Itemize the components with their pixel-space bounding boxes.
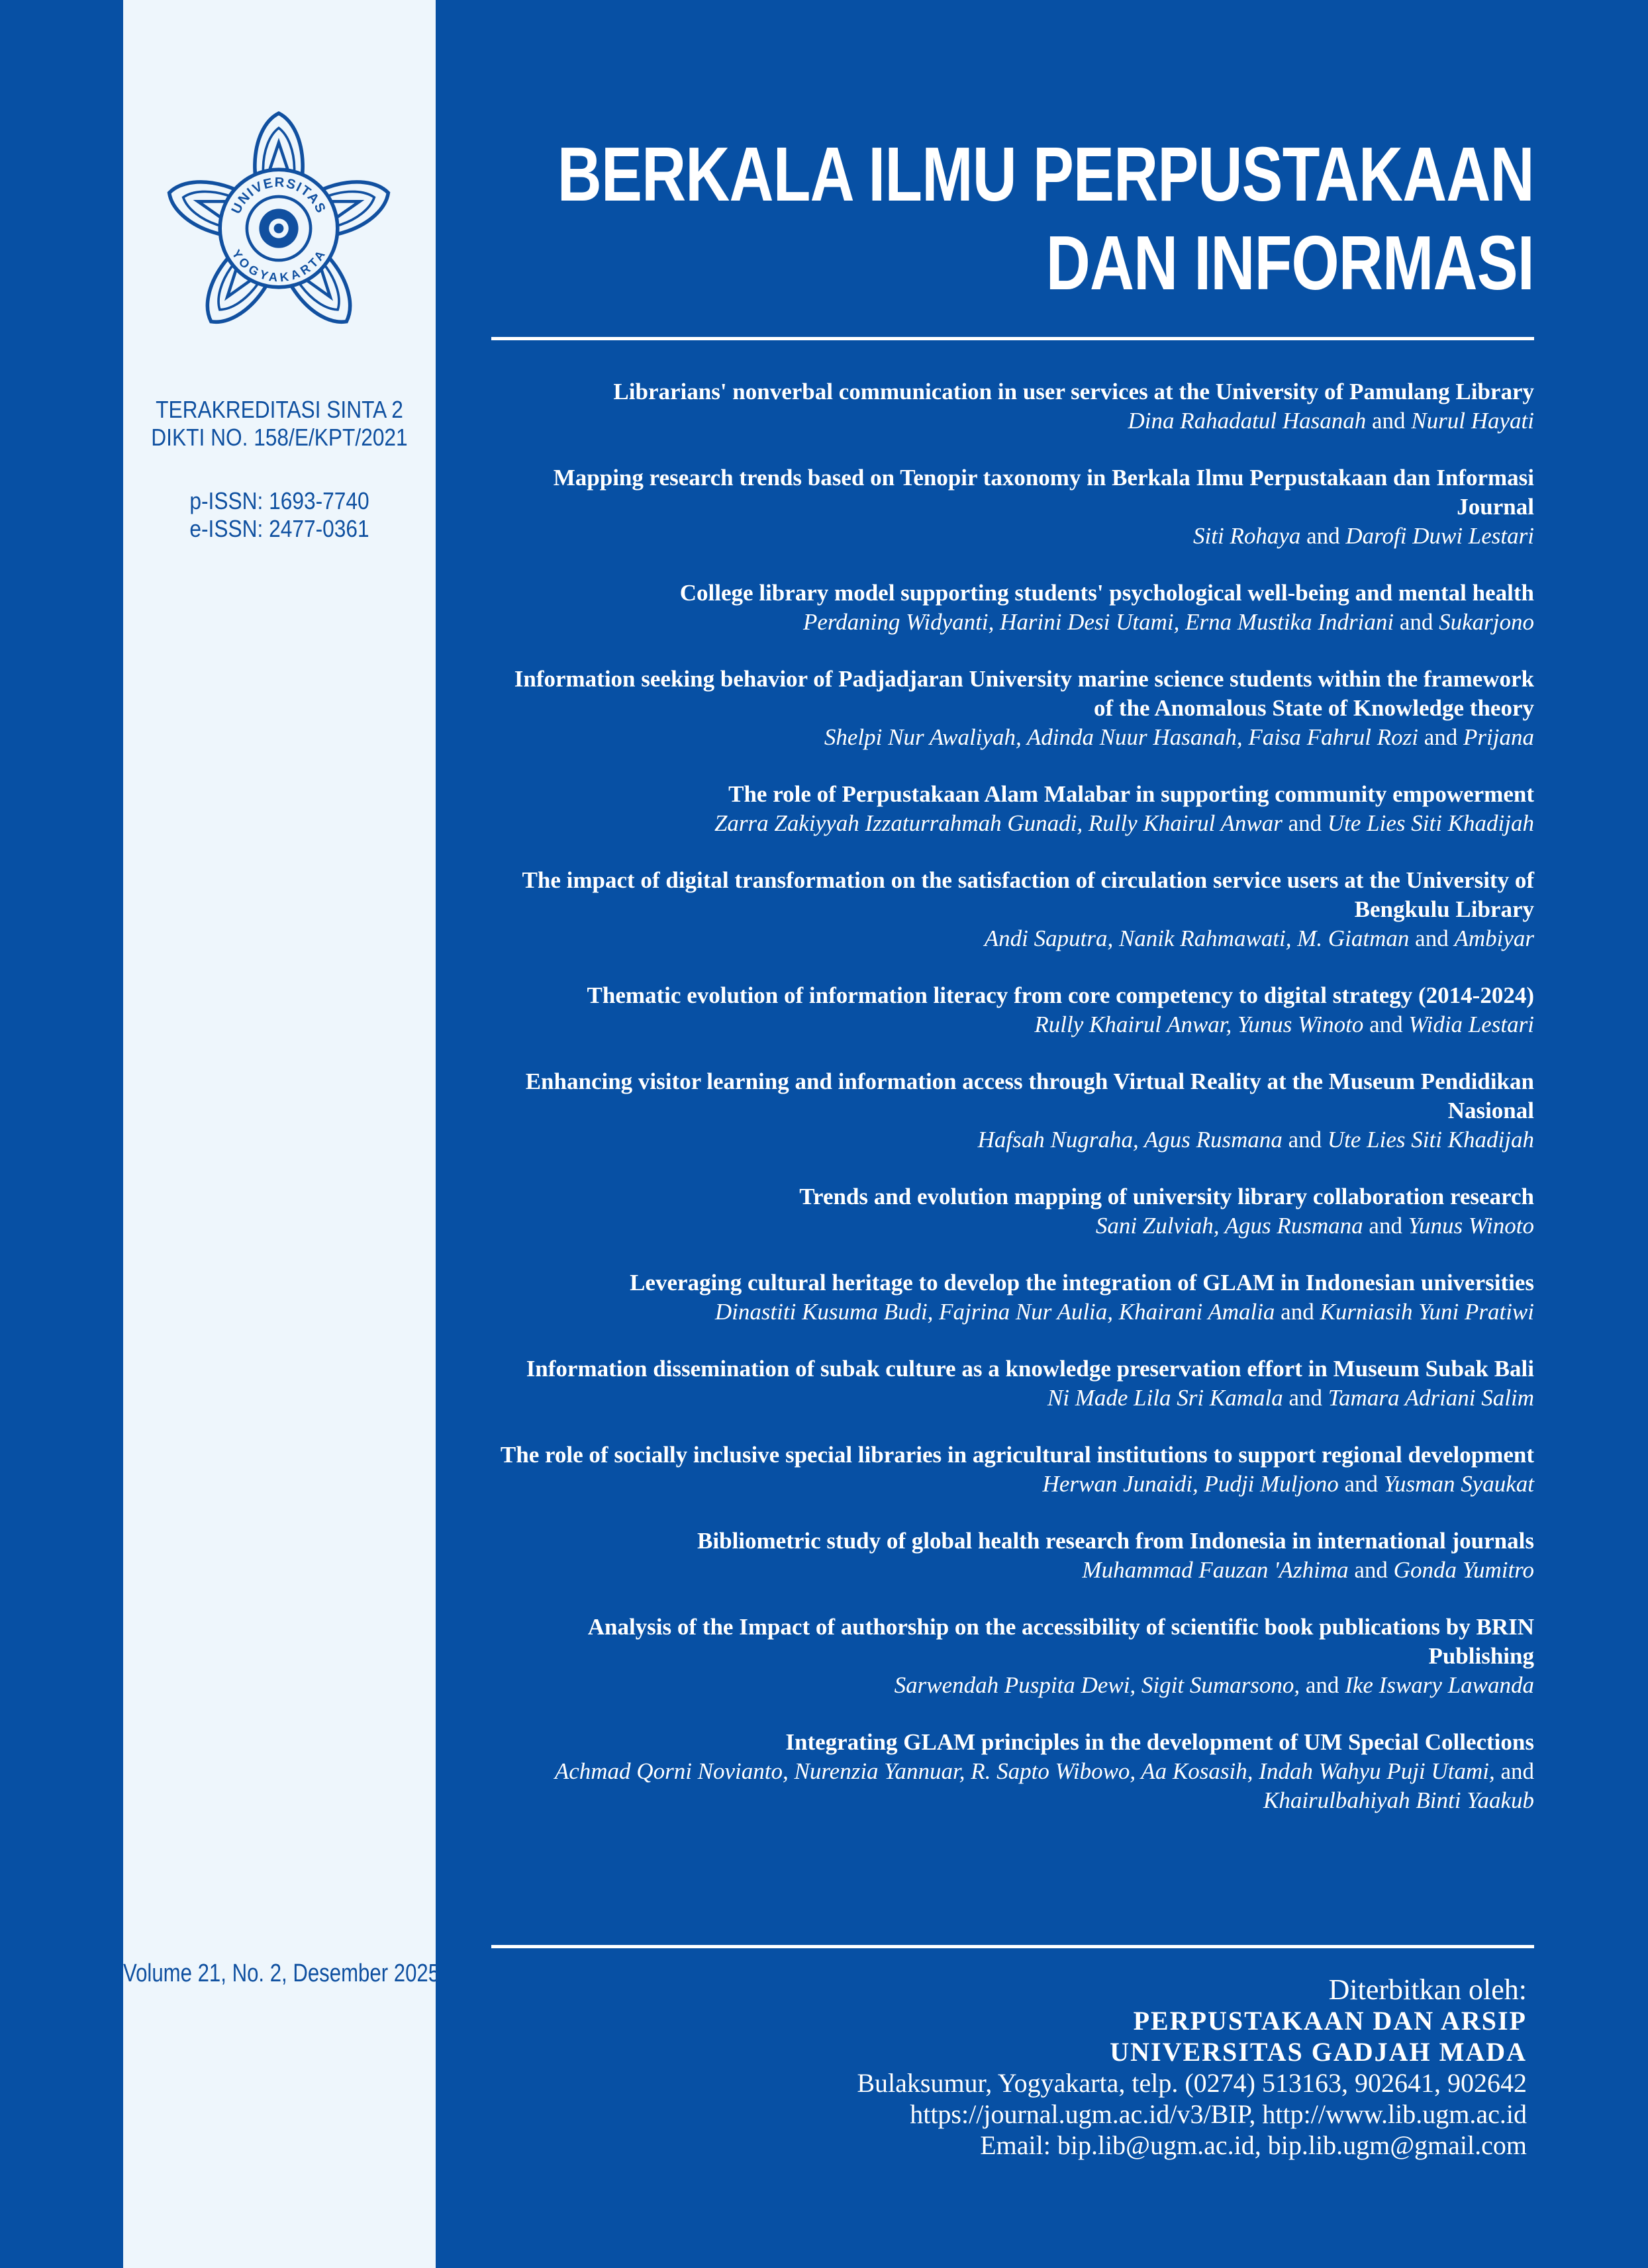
article-title: Information dissemination of subak culture as a knowledge preservation effort in Museum Subak Bali (526, 1356, 1534, 1382)
article-authors (490, 608, 1534, 637)
author-name: Gonda Yumitro (1393, 1557, 1534, 1583)
author-separator: and (1363, 1213, 1408, 1239)
author-name: Prijana (1463, 724, 1534, 750)
author-separator: and (1394, 609, 1439, 635)
article-authors (490, 1010, 1534, 1039)
article-authors (490, 723, 1534, 752)
article-entry (490, 665, 1534, 752)
author-name: Perdaning Widyanti, Harini Desi Utami, Erna Mustika Indriani (802, 609, 1394, 635)
issn-block (142, 487, 416, 543)
article-title: The impact of digital transformation on the satisfaction of circulation service users at the University of Bengkulu Library (522, 867, 1534, 922)
journal-title-line1: BERKALA ILMU PERPUSTAKAAN (557, 131, 1534, 217)
article-title: Trends and evolution mapping of university library collaboration research (799, 1184, 1534, 1209)
article-title: College library model supporting students' psychological well-being and mental health (679, 580, 1534, 606)
accreditation-decree: DIKTI NO. 158/E/KPT/2021 (151, 424, 408, 451)
article-authors (490, 406, 1534, 436)
author-name: Herwan Junaidi, Pudji Muljono (1042, 1471, 1339, 1497)
article-title: Enhancing visitor learning and information access through Virtual Reality at the Museum Pendidikan Nasional (525, 1068, 1534, 1123)
author-name: Siti Rohaya (1193, 523, 1301, 549)
author-separator: and (1418, 724, 1464, 750)
article-entry (490, 579, 1534, 637)
article-entry (490, 377, 1534, 436)
article-entry (490, 981, 1534, 1039)
article-entry (490, 1728, 1534, 1815)
author-separator: and (1300, 523, 1346, 549)
author-name: Zarra Zakiyyah Izzaturrahmah Gunadi, Rully Khairul Anwar (714, 810, 1283, 836)
article-authors (490, 1671, 1534, 1700)
author-separator: and (1494, 1758, 1534, 1784)
article-authors (490, 1384, 1534, 1413)
article-title: The role of Perpustakaan Alam Malabar in supporting community empowerment (728, 781, 1534, 807)
university-logo (156, 106, 401, 351)
article-title: Librarians' nonverbal communication in user services at the University of Pamulang Library (613, 379, 1534, 404)
author-name: Achmad Qorni Novianto, Nurenzia Yannuar, R. Sapto Wibowo, Aa Kosasih, Indah Wahyu Puji Utami, (554, 1758, 1495, 1784)
title-divider (491, 337, 1534, 340)
svg-text:YOGYAKARTA: YOGYAKARTA (229, 247, 328, 285)
article-authors (490, 1298, 1534, 1327)
author-separator: and (1366, 408, 1412, 434)
journal-title-line2: DAN INFORMASI (1045, 220, 1534, 306)
accreditation-block (142, 396, 416, 451)
author-name: Kurniasih Yuni Pratiwi (1320, 1299, 1534, 1325)
author-name: Widia Lestari (1408, 1012, 1534, 1037)
svg-text:UNIVERSITAS: UNIVERSITAS (228, 175, 329, 216)
author-separator: and (1282, 1127, 1328, 1153)
article-title: Information seeking behavior of Padjadjaran University marine science students within the framework of the Anomalous State of Knowledge theory (514, 666, 1534, 721)
table-of-contents (490, 377, 1534, 1843)
article-authors (490, 1556, 1534, 1585)
author-name: Rully Khairul Anwar, Yunus Winoto (1034, 1012, 1364, 1037)
article-entry (490, 1613, 1534, 1700)
publisher-address: Bulaksumur, Yogyakarta, telp. (0274) 513163, 902641, 902642 (857, 2068, 1527, 2098)
author-name: Ute Lies Siti Khadijah (1327, 810, 1534, 836)
author-name: Hafsah Nugraha, Agus Rusmana (977, 1127, 1283, 1153)
article-title: Thematic evolution of information literacy from core competency to digital strategy (2014-2024) (587, 982, 1534, 1008)
author-name: Nurul Hayati (1411, 408, 1534, 434)
author-name: Sani Zulviah, Agus Rusmana (1095, 1213, 1363, 1239)
article-entry (490, 463, 1534, 551)
article-authors (490, 1125, 1534, 1155)
article-entry (490, 1527, 1534, 1585)
author-name: Darofi Duwi Lestari (1345, 523, 1534, 549)
author-separator: and (1409, 925, 1455, 951)
article-entry (490, 1354, 1534, 1413)
author-name: Sarwendah Puspita Dewi, Sigit Sumarsono, (894, 1672, 1300, 1698)
journal-title (557, 130, 1534, 307)
author-name: Shelpi Nur Awaliyah, Adinda Nuur Hasanah, Faisa Fahrul Rozi (824, 724, 1418, 750)
article-authors (490, 1470, 1534, 1499)
article-authors (490, 522, 1534, 551)
publisher-university: UNIVERSITAS GADJAH MADA (1110, 2037, 1527, 2067)
article-entry (490, 1441, 1534, 1499)
author-name: Ute Lies Siti Khadijah (1327, 1127, 1534, 1153)
author-name: Yunus Winoto (1408, 1213, 1534, 1239)
author-name: Yusman Syaukat (1383, 1471, 1534, 1497)
p-issn: p-ISSN: 1693-7740 (189, 487, 369, 514)
author-name: Dina Rahadatul Hasanah (1128, 408, 1367, 434)
author-separator: and (1300, 1672, 1345, 1698)
footer-divider (491, 1945, 1534, 1948)
volume-info: Volume 21, No. 2, Desember 2025 (123, 1960, 440, 1987)
publisher-block (857, 1974, 1527, 2161)
article-authors (490, 1757, 1534, 1815)
accreditation-line: TERAKREDITASI SINTA 2 (156, 396, 403, 423)
author-separator: and (1275, 1299, 1320, 1325)
author-separator: and (1348, 1557, 1394, 1583)
article-entry (490, 866, 1534, 953)
article-title: The role of socially inclusive special libraries in agricultural institutions to support regional development (500, 1442, 1534, 1468)
author-name: Ni Made Lila Sri Kamala (1047, 1385, 1283, 1411)
author-name: Khairulbahiyah Binti Yaakub (1263, 1787, 1534, 1813)
publisher-name: PERPUSTAKAAN DAN ARSIP (1133, 2006, 1527, 2036)
article-authors (490, 1211, 1534, 1241)
article-entry (490, 780, 1534, 838)
author-separator: and (1282, 810, 1328, 836)
author-name: Ike Iswary Lawanda (1345, 1672, 1534, 1698)
article-title: Integrating GLAM principles in the development of UM Special Collections (785, 1729, 1534, 1755)
author-name: Tamara Adriani Salim (1328, 1385, 1534, 1411)
author-name: Andi Saputra, Nanik Rahmawati, M. Giatman (984, 925, 1410, 951)
author-separator: and (1283, 1385, 1328, 1411)
article-authors (490, 809, 1534, 838)
author-separator: and (1338, 1471, 1384, 1497)
author-name: Dinastiti Kusuma Budi, Fajrina Nur Aulia, Khairani Amalia (714, 1299, 1275, 1325)
article-title: Leveraging cultural heritage to develop the integration of GLAM in Indonesian universities (630, 1270, 1534, 1296)
author-separator: and (1363, 1012, 1409, 1037)
author-name: Muhammad Fauzan 'Azhima (1082, 1557, 1349, 1583)
article-entry (490, 1182, 1534, 1241)
publisher-email: Email: bip.lib@ugm.ac.id, bip.lib.ugm@gmail.com (980, 2130, 1527, 2160)
article-entry (490, 1268, 1534, 1327)
article-title: Analysis of the Impact of authorship on the accessibility of scientific book publications by BRIN Publishing (587, 1614, 1534, 1669)
article-entry (490, 1067, 1534, 1155)
author-name: Ambiyar (1454, 925, 1534, 951)
author-name: Sukarjono (1439, 609, 1534, 635)
article-title: Bibliometric study of global health research from Indonesia in international journals (697, 1528, 1534, 1554)
published-by-label: Diterbitkan oleh: (1328, 1973, 1527, 2006)
article-title: Mapping research trends based on Tenopir taxonomy in Berkala Ilmu Perpustakaan dan Informasi Journal (553, 465, 1534, 520)
publisher-websites: https://journal.ugm.ac.id/v3/BIP, http://www.lib.ugm.ac.id (910, 2099, 1527, 2129)
e-issn: e-ISSN: 2477-0361 (189, 515, 369, 542)
article-authors (490, 924, 1534, 953)
